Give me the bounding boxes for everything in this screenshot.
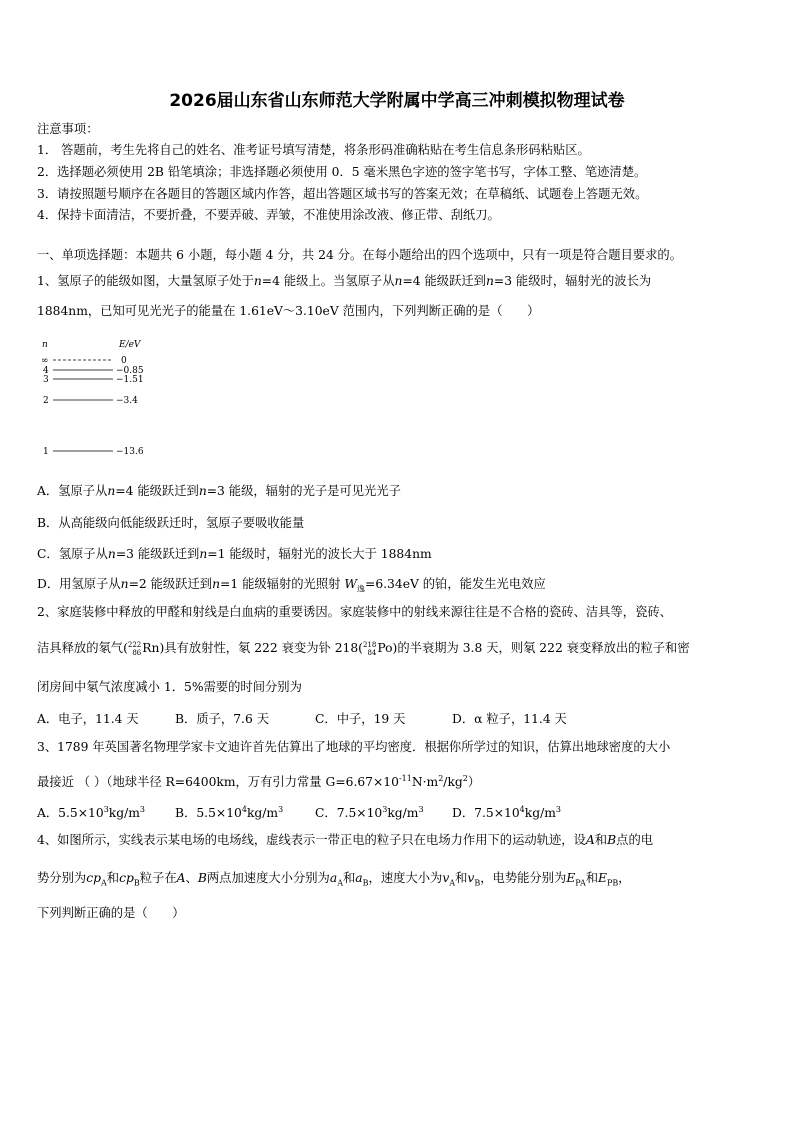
diagram-e-label: E/eV	[119, 340, 141, 350]
q2-option-c: C．中子，19 天	[315, 712, 406, 726]
level-1-n: 1	[43, 447, 49, 457]
q3-stem-line1: 3、1789 年英国著名物理学家卡文迪许首先估算出了地球的平均密度．根据你所学过的知识，估算出地球密度的大小	[37, 740, 671, 754]
note-item-2: 2．选择题必须使用 2B 铅笔填涂；非选择题必须使用 0．5 毫米黑色字迹的签字笔书写，字体工整、笔迹清楚。	[37, 165, 647, 179]
q3-option-c: C．$7.5\times 10^3kg/m^3$	[315, 804, 424, 820]
q3-option-d: D．$7.5\times 10^4kg/m^3$	[452, 804, 561, 820]
level-3-e: −1.51	[116, 375, 144, 385]
q3-option-b: B．$5.5\times 10^4kg/m^3$	[175, 804, 284, 820]
q1-option-c: C．氢原子从n=3 能级跃迁到n=1 能级时，辐射光的波长大于 1884nm	[37, 547, 432, 561]
level-3-n: 3	[43, 375, 49, 385]
level-1-e: −13.6	[116, 447, 144, 457]
q1-option-d: D．用氢原子从n=2 能级跃迁到n=1 能级辐射的光照射 $W_逸=6.34eV$ 的铂，能发生光电效应	[37, 577, 546, 594]
q1-stem-line2: 1884nm，已知可见光光子的能量在 1.61eV～3.10eV 范围内，下列判断正确的是（ ）	[37, 304, 540, 318]
q3-stem-line2: 最接近 （ ）（地球半径 R=6400km，万有引力常量 $G=6.67\times 10^{-11}N\cdot m^2/kg^2$）	[37, 774, 481, 790]
q1-option-b: B．从高能级向低能级跃迁时，氢原子要吸收能量	[37, 516, 305, 530]
q3-option-a: A．$5.5\times 10^3kg/m^3$	[37, 804, 146, 820]
q2-option-a: A．电子，11.4 天	[37, 712, 139, 726]
note-item-3: 3．请按照题号顺序在各题目的答题区域内作答，超出答题区域书写的答案无效；在草稿纸、试题卷上答题无效。	[37, 187, 648, 201]
section-heading: 一、单项选择题：本题共 6 小题，每小题 4 分，共 24 分。在每小题给出的四个选项中，只有一项是符合题目要求的。	[37, 248, 682, 262]
energy-level-diagram	[37, 336, 167, 462]
q4-stem-line1: 4、如图所示，实线表示某电场的电场线，虚线表示一带正电的粒子只在电场力作用下的运动轨迹，设A和B点的电	[37, 833, 654, 847]
level-2-n: 2	[43, 396, 49, 406]
q4-stem-line3: 下列判断正确的是（ ）	[37, 906, 185, 920]
diagram-n-label: n	[42, 340, 48, 350]
q1-option-a: A．氢原子从n=4 能级跃迁到n=3 能级，辐射的光子是可见光光子	[37, 484, 401, 498]
notes-heading: 注意事项：	[37, 122, 99, 136]
q4-stem-line2: 势分别为$cp_A$和$cp_B$粒子在A、B两点加速度大小分别为$a_A$和$a_B$，速度大小为$v_A$和$v_B$，电势能分别为$E_{PA}$和$E_{PB}$，	[37, 871, 631, 888]
level-2-e: −3.4	[116, 396, 138, 406]
note-item-4: 4．保持卡面清洁，不要折叠，不要弄破、弄皱，不准使用涂改液、修正带、刮纸刀。	[37, 208, 500, 222]
level-4-e: −0.85	[116, 366, 144, 376]
q1-stem-line1: 1、氢原子的能级如图，大量氢原子处于n=4 能级上。当氢原子从n=4 能级跃迁到n=3 能级时，辐射光的波长为	[37, 274, 652, 288]
note-item-1: 1． 答题前，考生先将自己的姓名、准考证号填写清楚，将条形码准确粘贴在考生信息条形码粘贴区。	[37, 143, 590, 157]
q2-stem-line3: 闭房间中氡气浓度减小 1．5%需要的时间分别为	[37, 680, 302, 694]
level-4-n: 4	[43, 366, 49, 376]
q2-option-b: B．质子，7.6 天	[175, 712, 269, 726]
level-inf-e: 0	[121, 356, 127, 366]
level-inf-n: ∞	[41, 356, 49, 366]
page-title: 2026届山东省山东师范大学附属中学高三冲刺模拟物理试卷	[169, 91, 625, 111]
q2-option-d: D．α 粒子，11.4 天	[452, 712, 567, 726]
q2-stem-line2: 洁具释放的氡气( 222 86 Rn)具有放射性，氡 222 衰变为钋 218( 218 84 Po)的半衰期为 3.8 天，则氡 222 衰变释放出的粒子和密	[37, 640, 690, 657]
q2-stem-line1: 2、家庭装修中释放的甲醛和射线是白血病的重要诱因。家庭装修中的射线来源往往是不合格的瓷砖、洁具等，瓷砖、	[37, 605, 672, 619]
